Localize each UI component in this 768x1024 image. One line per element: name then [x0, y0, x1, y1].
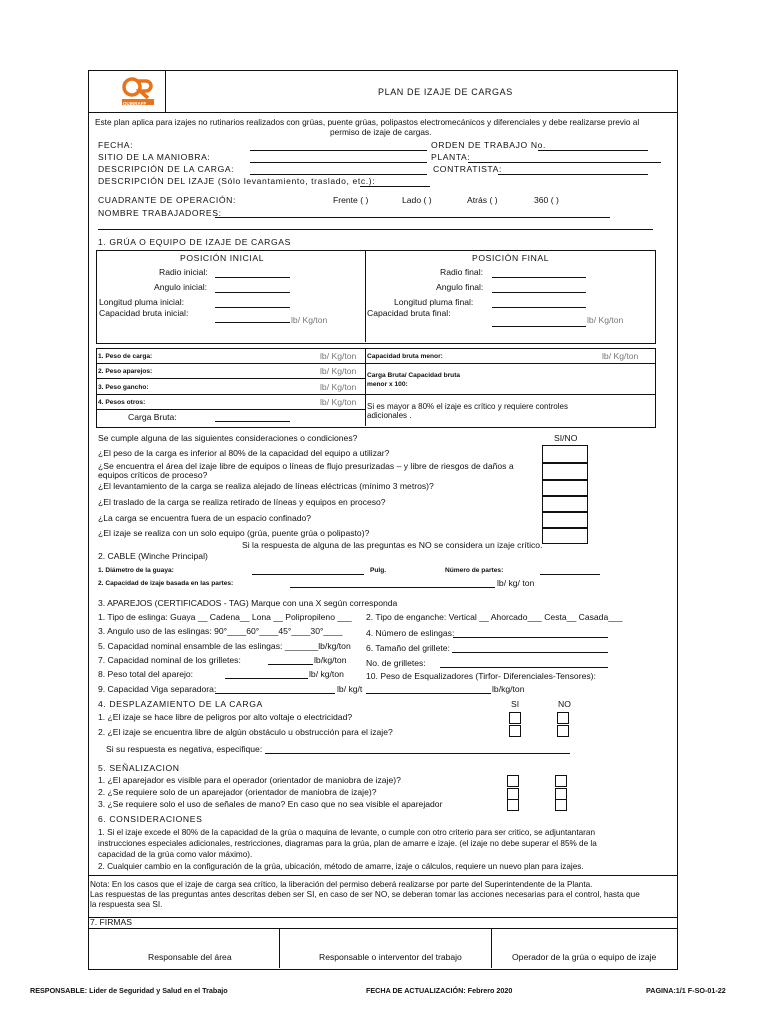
condicion-2a: ¿Se encuentra el área del izaje libre de equipos o líneas de flujo presurizadas – y libre de riesgos de daños a	[98, 461, 514, 471]
peso-aparejo-label: 8. Peso total del aparejo:	[98, 669, 194, 679]
senalizacion-q1: 1. ¿El aparejador es visible para el operador (orientador de maniobra de izaje)?	[98, 775, 401, 785]
firma-interventor[interactable]: Responsable o interventor del trabajo	[319, 952, 462, 962]
diametro-label: 1. Diámetro de la guaya:	[98, 567, 174, 574]
condiciones-question: Se cumple alguna de las siguientes consideraciones o condiciones?	[98, 433, 358, 443]
capacidad-partes-label: 2. Capacidad de izaje basada en las partes:	[98, 580, 234, 587]
senalizacion-title: 5. SEÑALIZACION	[98, 763, 180, 773]
capacidad-partes-unit: lb/ kg/ ton	[497, 578, 535, 588]
desplazamiento-q2: 2. ¿El izaje se encuentra libre de algún obstáculo u obstrucción para el izaje?	[98, 727, 393, 737]
cable-title: 2. CABLE (Winche Principal)	[98, 551, 208, 561]
condicion-1: ¿El peso de la carga es inferior al 80% de la capacidad del equipo a utilizar?	[98, 448, 390, 458]
footer-pagina: PAGINA:1/1 F-SO-01-22	[646, 986, 726, 995]
peso-gancho-unit: lb/ Kg/ton	[320, 382, 357, 392]
firmas-divider	[88, 928, 677, 929]
planta-field[interactable]	[468, 162, 661, 163]
consideracion-1b: instrucciones especiales adicionales, restricciones, diagramas para la grúa, plan de amarre e izaje. (el izaje no debe superar el 85% de la	[98, 839, 597, 848]
capacidad-menor-label: Capacidad bruta menor:	[367, 353, 443, 360]
esqualizadores-label: 10. Peso de Esqualizadores (Tirfor- Diferenciales-Tensores):	[366, 671, 596, 681]
page-title: PLAN DE IZAJE DE CARGAS	[378, 87, 513, 97]
capacidad-inicial-field[interactable]	[215, 322, 290, 323]
contratista-label: CONTRATISTA:	[433, 164, 502, 174]
contratista-field[interactable]	[498, 174, 648, 175]
senalizacion-q3: 3. ¿Se requiere solo el uso de señales de mano? En caso que no sea visible el aparejador	[98, 799, 443, 809]
posicion-final-title: POSICIÓN FINAL	[472, 253, 550, 263]
condicion-4: ¿El traslado de la carga se realiza retirado de líneas y equipos en proceso?	[98, 497, 386, 507]
descripcion-carga-label: DESCRIPCIÓN DE LA CARGA:	[98, 164, 235, 174]
capacidad-inicial-label: Capacidad bruta inicial:	[99, 308, 189, 318]
longitud-inicial-label: Longitud pluma inicial:	[99, 297, 185, 307]
ratio-label-1: Carga Bruta/ Capacidad bruta	[367, 372, 461, 379]
desplazamiento-si-header: SI	[511, 699, 520, 709]
pesos-right-line-1	[365, 363, 655, 364]
condicion-3: ¿El levantamiento de la carga se realiza alejado de líneas eléctricas (mínimo 3 metros)?	[98, 481, 434, 491]
viga-unit: lb/ kg/t	[337, 684, 363, 694]
nombre-trabajadores-label: NOMBRE TRABAJADORES:	[98, 208, 222, 218]
capacidad-ensamble[interactable]: 5. Capacidad nominal ensamble de las eslingas: _______lb/kg/ton	[98, 641, 351, 651]
pesos-otros-label: 4. Pesos otros:	[98, 399, 146, 406]
nota-divider	[88, 875, 677, 876]
posicion-divider	[365, 250, 366, 342]
firma-col-divider-1	[279, 928, 280, 968]
capacidad-grilletes-field[interactable]	[268, 664, 313, 665]
consideracion-1c: capacidad de la grúa como valor máximo).	[98, 850, 253, 859]
condicion-5: ¿La carga se encuentra fuera de un espacio confinado?	[98, 513, 312, 523]
orden-field[interactable]	[538, 150, 648, 151]
capacidad-grilletes-label: 7. Capacidad nominal de los grilletes:	[98, 655, 241, 665]
lado-option[interactable]: Lado ( )	[402, 195, 432, 205]
longitud-final-field[interactable]	[492, 307, 586, 308]
desplazamiento-q1-no-checkbox[interactable]	[557, 712, 569, 724]
angulo-inicial-label: Angulo inicial:	[154, 282, 208, 292]
senalizacion-q3-si-checkbox[interactable]	[507, 799, 519, 811]
peso-aparejo-unit: lb/ kg/ton	[309, 669, 344, 679]
senalizacion-q1-si-checkbox[interactable]	[507, 775, 519, 787]
tamano-grillete-label: 6. Tamaño del grillete:	[366, 643, 450, 653]
firmas-divider-top	[88, 917, 677, 918]
consideracion-2: 2. Cualquier cambio en la configuración de la grúa, ubicación, método de amarre, izaje o cálculos, requiere un nuevo plan para izajes.	[98, 862, 584, 871]
capacidad-menor-unit: lb/ Kg/ton	[602, 351, 639, 361]
firma-operador[interactable]: Operador de la grúa o equipo de izaje	[512, 952, 657, 962]
consideracion-1a: 1. Si el izaje excede el 80% de la capacidad de la grúa o maquina de levante, o cumple con otro criterio para ser critico, se adjuntantaran	[98, 828, 596, 837]
condicion-2b: equipos críticos de proceso?	[98, 470, 208, 480]
intro-line-2: permiso de izaje de cargas.	[330, 127, 432, 137]
desplazamiento-q2-no-checkbox[interactable]	[557, 725, 569, 737]
firmas-title: 7. FIRMAS	[90, 917, 133, 927]
atras-option[interactable]: Atrás ( )	[467, 195, 498, 205]
nombre-trabajadores-field[interactable]	[215, 217, 610, 218]
critico-nota-2: adicionales .	[367, 411, 412, 420]
especifique-label: Si su respuesta es negativa, especifique:	[106, 744, 263, 754]
radio-inicial-field[interactable]	[215, 277, 290, 278]
capacidad-partes-field[interactable]	[290, 587, 495, 588]
descripcion-izaje-label: DESCRIPCIÓN DEL IZAJE (Sólo levantamiento, traslado, etc.):	[98, 176, 376, 186]
360-option[interactable]: 360 ( )	[534, 195, 559, 205]
posicion-inicial-title: POSICIÓN INICIAL	[180, 253, 265, 263]
ratio-label-2: menor x 100:	[367, 381, 408, 388]
nota-final-2: Las respuestas de las preguntas antes descritas deben ser SI, en caso de ser NO, se deberan tomar las acciones necesarias para el control, hasta que	[90, 890, 640, 899]
peso-aparejos-unit: lb/ Kg/ton	[320, 366, 357, 376]
carga-bruta-field[interactable]	[215, 421, 290, 422]
longitud-final-label: Longitud pluma final:	[394, 297, 474, 307]
pesos-row-line-1	[96, 363, 365, 364]
capacidad-final-field[interactable]	[492, 326, 586, 327]
desplazamiento-no-header: NO	[558, 699, 571, 709]
capacidad-final-label: Capacidad bruta final:	[367, 308, 451, 318]
tamano-grillete-field[interactable]	[452, 652, 608, 653]
senalizacion-q3-no-checkbox[interactable]	[555, 799, 567, 811]
consideraciones-title: 6. CONSIDERACIONES	[98, 814, 203, 824]
pesos-divider	[365, 348, 366, 426]
logo-divider	[165, 70, 166, 112]
angulo-final-field[interactable]	[492, 292, 586, 293]
partes-field[interactable]	[540, 574, 600, 575]
no-grilletes-label: No. de grilletes:	[366, 658, 426, 668]
nota-final-1: Nota: En los casos que el izaje de carga sea crítico, la liberación del permiso deberá realizarse por parte del Superintendente de la Planta.	[90, 880, 593, 889]
firma-responsable-area[interactable]: Responsable del área	[148, 952, 232, 962]
orden-label: ORDEN DE TRABAJO No.	[431, 140, 546, 150]
pesos-row-line-4	[96, 409, 365, 410]
pesos-otros-unit: lb/ Kg/ton	[320, 397, 357, 407]
angulo-eslingas[interactable]: 3. Angulo uso de las eslingas: 90°____60°____45°____30°____	[98, 626, 343, 636]
header-divider	[88, 112, 677, 113]
desplazamiento-q1-si-checkbox[interactable]	[509, 712, 521, 724]
fecha-field[interactable]	[250, 150, 427, 151]
pesos-row-line-3	[96, 394, 365, 395]
critico-nota: Si la respuesta de alguna de las preguntas es NO se considera un izaje crítico.	[242, 540, 543, 550]
angulo-inicial-field[interactable]	[215, 292, 290, 293]
viga-label: 9. Capacidad Viga separadora:	[98, 684, 217, 694]
pulg-label: Pulg.	[370, 567, 387, 574]
grua-section-title: 1. GRÚA O EQUIPO DE IZAJE DE CARGAS	[98, 237, 291, 247]
desplazamiento-q2-si-checkbox[interactable]	[509, 725, 521, 737]
intro-line-1: Este plan aplica para izajes no rutinarios realizados con grúas, puente grúas, polipastos electromecánicos y diferenciales y debe realizarse previo al	[95, 117, 640, 127]
firma-col-divider-2	[491, 928, 492, 968]
diametro-field[interactable]	[252, 574, 364, 575]
pesos-right-line-2	[365, 394, 655, 395]
fecha-label: FECHA:	[98, 140, 134, 150]
capacidad-grilletes-unit: lb/kg/ton	[314, 655, 347, 665]
especifique-field[interactable]	[265, 753, 570, 754]
peso-aparejos-label: 2. Peso aparejos:	[98, 368, 153, 375]
desplazamiento-title: 4. DESPLAZAMIENTO DE LA CARGA	[98, 699, 263, 709]
critico-nota-1: Si es mayor a 80% el izaje es crítico y requiere controles	[367, 402, 568, 411]
condicion-6: ¿El izaje se realiza con un solo equipo (grúa, puente grúa o polipasto)?	[98, 528, 370, 538]
peso-aparejo-field[interactable]	[225, 678, 308, 679]
company-logo	[120, 76, 156, 106]
sino-cell-6[interactable]	[542, 527, 588, 544]
angulo-final-label: Angulo final:	[436, 282, 484, 292]
viga-field[interactable]	[215, 693, 335, 694]
capacidad-inicial-unit: lb/ Kg/ton	[291, 315, 328, 325]
sino-header: SI/NO	[554, 433, 578, 443]
no-grilletes-field[interactable]	[440, 667, 608, 668]
esqualizadores-field[interactable]	[366, 693, 491, 694]
esqualizadores-unit: lb/kg/ton	[492, 684, 525, 694]
descripcion-carga-field[interactable]	[250, 174, 427, 175]
sitio-label: SITIO DE LA MANIOBRA:	[98, 152, 211, 162]
radio-inicial-label: Radio inicial:	[159, 267, 208, 277]
peso-carga-unit: lb/ Kg/ton	[320, 351, 357, 361]
aparejos-title: 3. APAREJOS (CERTIFICADOS - TAG) Marque con una X según corresponda	[98, 598, 398, 608]
cuadrante-label: CUADRANTE DE OPERACIÓN:	[98, 195, 236, 205]
nombre-trabajadores-field-2[interactable]	[98, 229, 653, 230]
carga-bruta-label: Carga Bruta:	[128, 412, 177, 422]
radio-final-field[interactable]	[492, 277, 586, 278]
tipo-eslinga[interactable]: 1. Tipo de eslinga: Guaya __ Cadena__ Lona __ Polipropileno ___	[98, 612, 352, 622]
planta-label: PLANTA:	[431, 152, 471, 162]
descripcion-izaje-field[interactable]	[360, 186, 430, 187]
nota-final-3: la respuesta sea SI.	[90, 900, 163, 909]
logo-text: QUINRAFF	[123, 101, 147, 106]
longitud-inicial-field[interactable]	[215, 307, 290, 308]
desplazamiento-q1: 1. ¿El izaje se hace libre de peligros por alto voltaje o electricidad?	[98, 712, 353, 722]
frente-option[interactable]: Frente ( )	[333, 195, 369, 205]
partes-label: Número de partes:	[445, 567, 504, 574]
peso-carga-label: 1. Peso de carga:	[98, 353, 153, 360]
sitio-field[interactable]	[250, 162, 427, 163]
peso-gancho-label: 3. Peso gancho:	[98, 384, 149, 391]
senalizacion-q1-no-checkbox[interactable]	[555, 775, 567, 787]
capacidad-final-unit: lb/ Kg/ton	[587, 315, 624, 325]
numero-eslingas-label: 4. Número de eslingas:	[366, 628, 455, 638]
senalizacion-q2: 2. ¿Se requiere solo de un aparejador (orientador de maniobra de izaje)?	[98, 787, 377, 797]
pesos-row-line-2	[96, 378, 365, 379]
footer-responsable: RESPONSABLE: Lider de Seguridad y Salud en el Trabajo	[30, 986, 228, 995]
radio-final-label: Radio final:	[440, 267, 483, 277]
tipo-enganche[interactable]: 2. Tipo de enganche: Vertical __ Ahorcado___ Cesta__ Casada___	[366, 612, 623, 622]
numero-eslingas-field[interactable]	[453, 637, 608, 638]
footer-fecha: FECHA DE ACTUALIZACIÓN: Febrero 2020	[366, 986, 513, 995]
